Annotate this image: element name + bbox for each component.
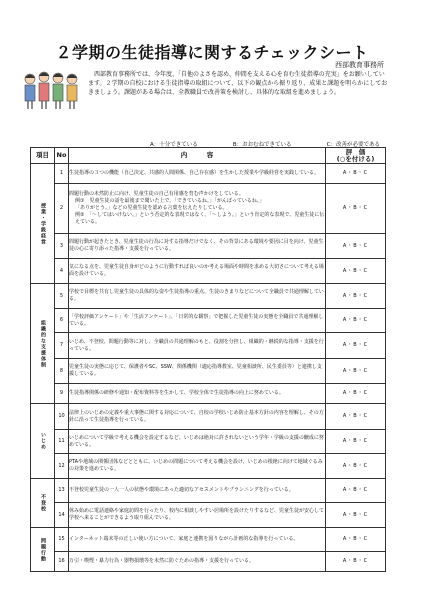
row-text: 問題行動の未然防止に向け、児童生徒の自己有用感を育む声かけをしている。 — [69, 191, 244, 197]
row-number: 8 — [55, 359, 69, 384]
row-number: 1 — [55, 164, 69, 184]
row-content — [69, 309, 326, 333]
intro-paragraph: 西部教育事務所では、今年度、「自他のよさを認め、仲間を支える心を育む生徒指導の充実」をお願いしています。２学期の自校における生徒指導の取組について、以下の観点から振り返り、成果と課題を明らかにしておきましょう。課題がある場合は、全教職員で改善策を検討し、具体的な取組を進めましょう。 — [88, 71, 388, 96]
row-text: いじめ、不登校、問題行動等に対し、全職員の共通理解のもと、役割を分担し、組織的・継続的な指導・支援を行っている。 — [69, 338, 324, 352]
row-number: 3 — [55, 234, 69, 259]
rating-choice[interactable]: A・B・C — [326, 359, 386, 384]
row-number: 4 — [55, 259, 69, 284]
table-row — [31, 284, 386, 309]
rating-choice[interactable]: A・B・C — [326, 234, 386, 259]
row-example: 例① 児童生徒の話を最後まで聞いた上で、「できているね。」「がんばっているね。」 — [75, 198, 265, 204]
rating-choice[interactable]: A・B・C — [326, 284, 386, 309]
row-content — [69, 430, 326, 454]
row-number: 10 — [55, 404, 69, 430]
table-header-row — [31, 148, 386, 164]
legend-c: C：改善が必要である — [326, 142, 380, 148]
students-illustration — [20, 67, 84, 111]
category-label: 問題行動 — [31, 528, 55, 572]
row-content — [69, 259, 326, 284]
category-label: 不登校 — [31, 479, 55, 528]
header-eval: 評 価 (○を付ける) — [326, 148, 386, 164]
row-number: 2 — [55, 184, 69, 234]
row-number: 11 — [55, 430, 69, 454]
row-number: 9 — [55, 384, 69, 404]
row-text: 休み始めに電話連絡や家庭訪問を行ったり、校内に相談しやすい居場所を設けたりするなど、児童生徒が安心して学校へ来ることができるよう取り組んでいる。 — [69, 508, 325, 521]
rating-choice[interactable]: A・B・C — [326, 454, 386, 479]
header-category: 項目 — [31, 148, 55, 164]
row-content — [69, 184, 326, 234]
row-text: インターネット端末等の正しい使い方について、家庭と連携を図りながら計画的な指導を行っている。 — [69, 536, 299, 542]
row-text: 生徒指導関係の研修や通知・配布資料等を生かして、学校全体で生徒指導の向上に努めている。 — [69, 390, 284, 396]
rating-choice[interactable]: A・B・C — [326, 528, 386, 552]
row-content — [69, 384, 326, 404]
checklist-table — [30, 147, 386, 572]
table-row — [31, 164, 386, 184]
page-title: ２学期の生徒指導に関するチェックシート — [55, 43, 369, 62]
legend-b: B：おおむねできている — [232, 142, 292, 148]
row-content — [69, 503, 326, 528]
row-text: 学校で目標を共有し児童生徒の具体的な姿や生徒指導の重点、生徒のきまりなどについて全職員で共通理解している。 — [69, 289, 324, 302]
row-text: 不登校児童生徒の一人一人の状態や環境にあった適切なアセスメントやプランニングを行っている。 — [69, 487, 294, 493]
table-row — [31, 404, 386, 430]
table-row — [31, 359, 386, 384]
rating-choice[interactable]: A・B・C — [326, 404, 386, 430]
table-row — [31, 184, 386, 234]
row-example: 「ありがとう。」などの児童生徒を認める言葉を伝えたりしている。 — [75, 205, 228, 211]
row-content — [69, 552, 326, 572]
table-row — [31, 528, 386, 552]
table-row — [31, 259, 386, 284]
row-number: 13 — [55, 479, 69, 503]
row-content — [69, 333, 326, 359]
category-label: 授業・学級経営 — [31, 164, 55, 284]
row-example: 例② 「～してはいけない。」という否定的な表現ではなく、「～しよう。」という肯定的な表現で、児童生徒に伝えている。 — [75, 212, 325, 225]
table-row — [31, 430, 386, 454]
row-content — [69, 454, 326, 479]
row-text: 生徒指導の３つの機能（自己決定、共感的人間関係、自己存在感）を生かした授業や学級経営を実践している。 — [69, 170, 320, 176]
rating-choice[interactable]: A・B・C — [326, 552, 386, 572]
category-label: 組織的な支援体制 — [31, 284, 55, 404]
row-number: 7 — [55, 333, 69, 359]
row-number: 15 — [55, 528, 69, 552]
table-row — [31, 234, 386, 259]
row-text: いじめについて学級で考える機会を設定するなど、いじめは絶対に許されないという学年・学級の支援の醸成に努めている。 — [69, 434, 324, 448]
row-content — [69, 479, 326, 503]
rating-choice[interactable]: A・B・C — [326, 309, 386, 333]
row-number: 14 — [55, 503, 69, 528]
header-content: 内 容 — [69, 148, 326, 164]
rating-choice[interactable]: A・B・C — [326, 259, 386, 284]
rating-choice[interactable]: A・B・C — [326, 479, 386, 503]
row-number: 5 — [55, 284, 69, 309]
row-number: 6 — [55, 309, 69, 333]
header-no: No — [55, 148, 69, 164]
rating-choice[interactable]: A・B・C — [326, 333, 386, 359]
row-text: 問題行動が起きたとき、児童生徒の行為に対する指導だけでなく、その背景にある環境や要因に目を向け、児童生徒の心に寄り添った指導・支援を行っている。 — [69, 239, 324, 252]
table-row — [31, 552, 386, 572]
table-row — [31, 309, 386, 333]
row-text: 「学校評価アンケート」や「生活アンケート」、「日常的な観察」で把握した児童生徒の実態を全職員で共通理解している。 — [69, 313, 324, 327]
row-content — [69, 359, 326, 384]
row-content — [69, 284, 326, 309]
row-content — [69, 528, 326, 552]
row-text: 万引・喫煙・暴力行為・器物損壊等を未然に防ぐための指導・支援を行っている。 — [69, 558, 255, 564]
category-label: いじめ — [31, 404, 55, 479]
rating-choice[interactable]: A・B・C — [326, 430, 386, 454]
table-row — [31, 333, 386, 359]
office-name: 西部教育事務所 — [335, 61, 384, 69]
row-content — [69, 234, 326, 259]
rating-choice[interactable]: A・B・C — [326, 503, 386, 528]
row-text: 児童生徒の実態に応じて、保護者やSC、SSW、関係機関（適応指導教室、児童相談所、民生委員等）と連携し支援している。 — [69, 364, 322, 377]
row-text: PTAや地域の関係団体などとともに、いじめの問題について考える機会を設け、いじめの根絶に向けて地域ぐるみの対策を進めている。 — [69, 459, 323, 472]
legend-a: A：十分できている — [150, 142, 198, 148]
row-number: 12 — [55, 454, 69, 479]
rating-choice[interactable]: A・B・C — [326, 164, 386, 184]
table-row — [31, 503, 386, 528]
rating-choice[interactable]: A・B・C — [326, 384, 386, 404]
row-number: 16 — [55, 552, 69, 572]
table-row — [31, 454, 386, 479]
row-content — [69, 164, 326, 184]
row-content — [69, 404, 326, 430]
rating-choice[interactable]: A・B・C — [326, 184, 386, 234]
row-text: 法律上のいじめの定義や重大事態に関する対応について、自校の学校いじめ防止基本方針の内容を理解し、その方針に沿って生徒指導を行っている。 — [69, 409, 324, 423]
table-row — [31, 384, 386, 404]
row-text: 気になる点を、児童生徒自身がどのように行動すれば良いのか考える場面や時間を求める大切さについて考える場面を設けている。 — [69, 264, 324, 277]
table-row — [31, 479, 386, 503]
